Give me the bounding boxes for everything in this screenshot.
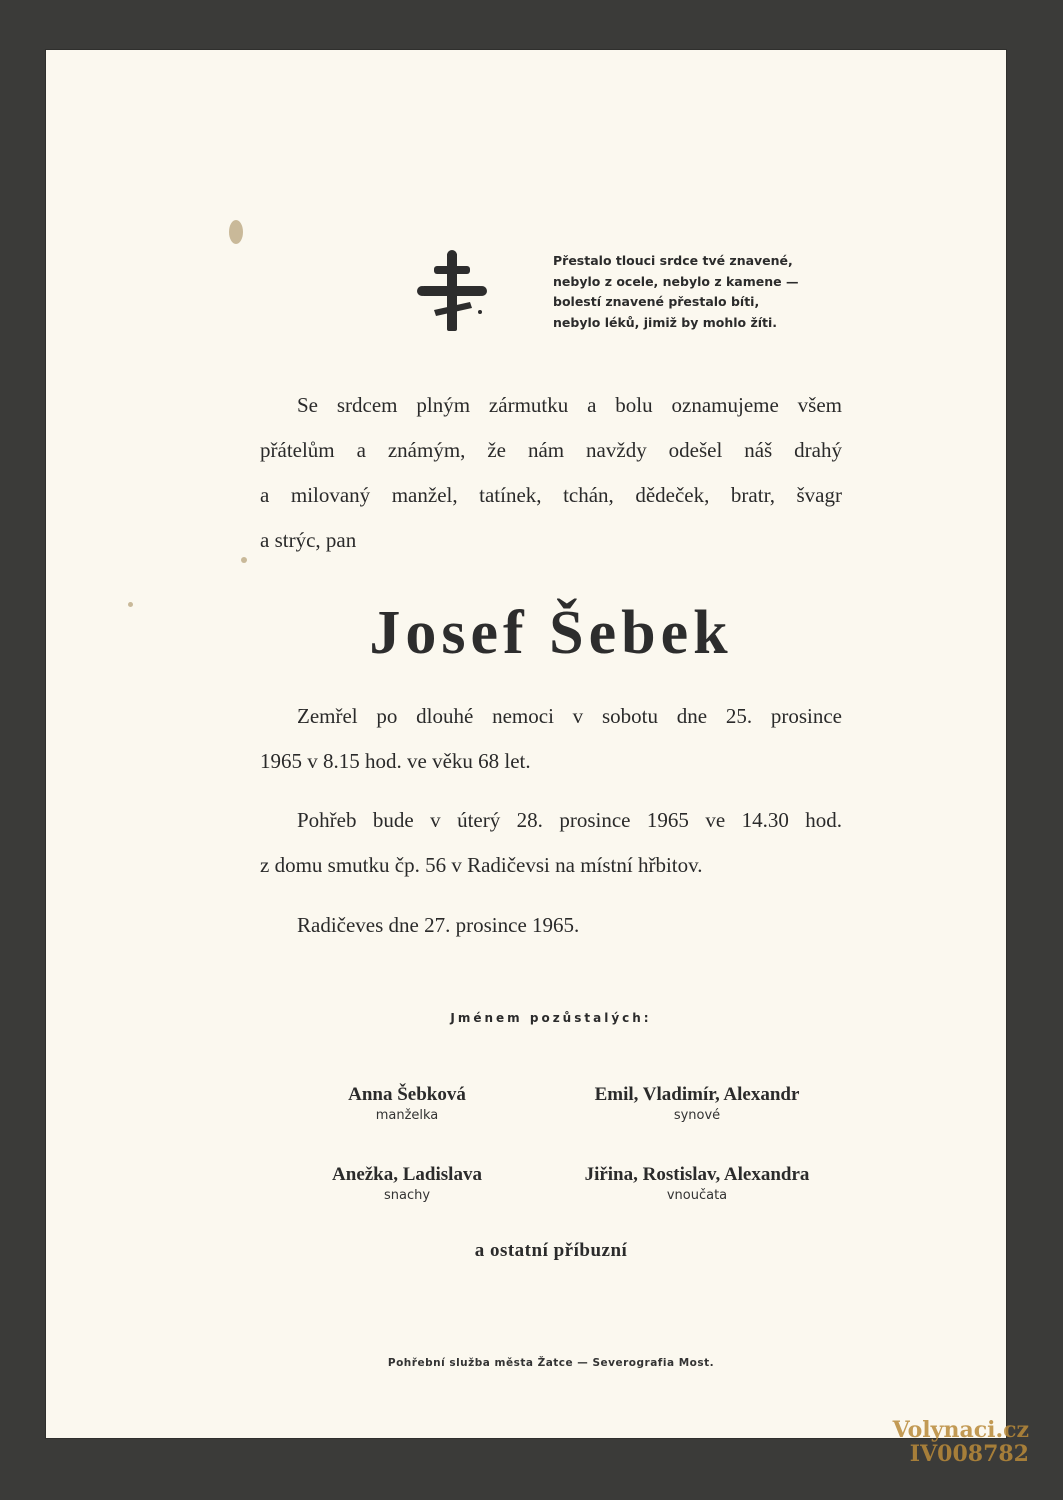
place-date-paragraph <box>260 903 842 948</box>
funeral-line: Pohřeb bude v úterý 28. prosince 1965 ve 14.30 hod. <box>297 808 842 832</box>
death-paragraph <box>260 694 842 784</box>
mourner-entry <box>267 1164 547 1203</box>
printer-credit: Pohřební služba města Žatce — Severografia Most. <box>387 1357 715 1369</box>
watermark <box>893 1418 1029 1466</box>
mourner-names: Anna Šebková <box>348 1084 466 1105</box>
mourner-entry <box>267 1084 547 1123</box>
poem-line: nebylo z ocele, nebylo z kamene — <box>553 273 799 289</box>
orthodox-cross-icon <box>416 250 488 334</box>
announcement-line: a milovaný manžel, tatínek, tchán, dědeček, bratr, švagr <box>260 483 842 507</box>
poem-line: Přestalo tlouci srdce tvé znavené, <box>553 253 793 268</box>
mourner-relation: vnoučata <box>666 1188 728 1203</box>
watermark-id: IV008782 <box>909 1441 1029 1467</box>
obituary-sheet <box>46 50 1006 1438</box>
mourner-names: Emil, Vladimír, Alexandr <box>594 1084 800 1105</box>
deceased-name: Josef Šebek <box>369 599 733 667</box>
poem <box>553 251 843 333</box>
poem-line: bolestí znavené přestalo bíti, <box>553 294 760 309</box>
announcement-paragraph <box>260 383 842 563</box>
mourner-relation: synové <box>673 1108 721 1123</box>
mourner-relation: manželka <box>375 1108 439 1123</box>
announcement-line: přátelům a známým, že nám navždy odešel náš drahý <box>260 438 842 462</box>
mourner-entry <box>557 1164 837 1203</box>
mourner-names: Anežka, Ladislava <box>332 1164 482 1185</box>
watermark-site: Volynaci.cz <box>892 1417 1029 1443</box>
place-date: Radičeves dne 27. prosince 1965. <box>297 913 580 937</box>
announcement-line: a strýc, pan <box>260 528 357 552</box>
other-relatives: a ostatní příbuzní <box>474 1240 628 1261</box>
funeral-paragraph <box>260 798 842 888</box>
on-behalf-heading: Jménem pozůstalých: <box>450 1011 652 1025</box>
mourner-names: Jiřina, Rostislav, Alexandra <box>584 1164 810 1185</box>
announcement-line: Se srdcem plným zármutku a bolu oznamujeme všem <box>297 393 842 417</box>
death-line: Zemřel po dlouhé nemoci v sobotu dne 25. prosince <box>297 704 842 728</box>
paper-stain <box>229 220 243 244</box>
mourner-relation: snachy <box>383 1188 431 1203</box>
poem-line: nebylo léků, jimiž by mohlo žíti. <box>553 314 778 330</box>
mourner-entry <box>557 1084 837 1123</box>
paper-stain <box>241 557 247 563</box>
paper-stain <box>128 602 133 607</box>
death-line: 1965 v 8.15 hod. ve věku 68 let. <box>260 749 531 773</box>
funeral-line: z domu smutku čp. 56 v Radičevsi na místní hřbitov. <box>260 853 703 877</box>
